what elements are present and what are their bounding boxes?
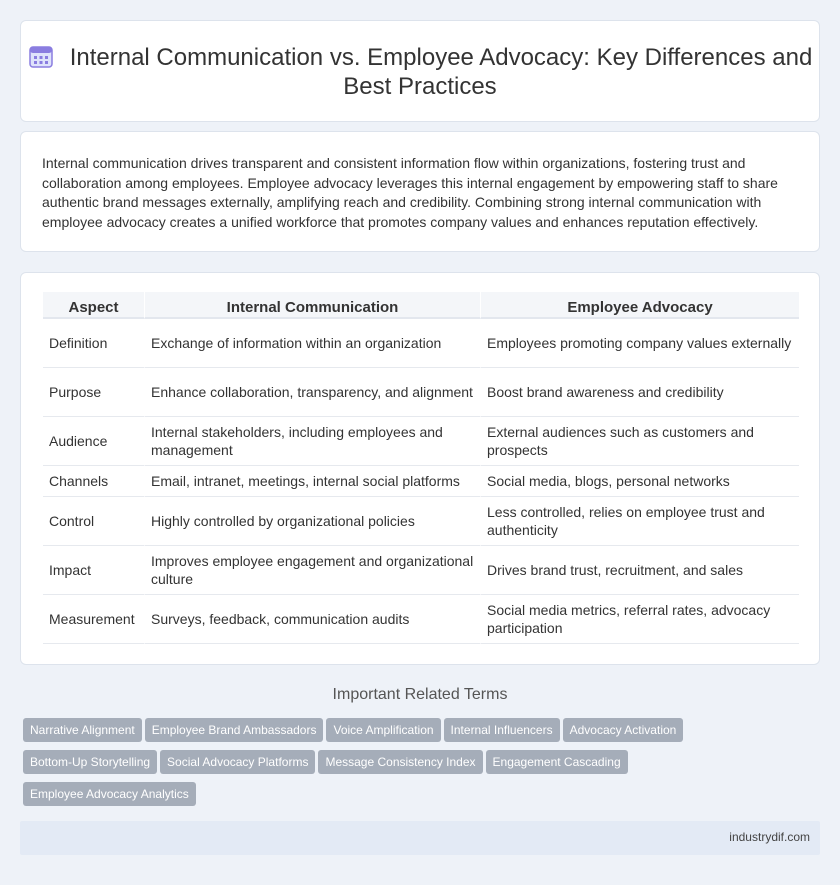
page-title-block <box>21 43 819 101</box>
intro-paragraph: Internal communication drives transparent and consistent information flow within organizations, fostering trust and collaboration among employees. Employee advocacy leverages this internal engagement by empowering staff to share authentic brand messages externally, amplifying reach and credibility. Combining strong internal communication with employee advocacy creates a unified workforce that promotes company values and enhances reputation effectively. <box>42 155 778 230</box>
row-advocacy: External audiences such as customers and prospects <box>480 417 799 466</box>
page-title: Internal Communication vs. Employee Advocacy: Key Differences and Best Practices <box>69 44 813 100</box>
related-terms-title: Important Related Terms <box>332 686 508 703</box>
header-internal-communication: Internal Communication <box>144 292 480 319</box>
table-row <box>43 319 799 368</box>
table-header-row <box>43 292 799 319</box>
related-term-tag[interactable]: Advocacy Activation <box>563 718 684 742</box>
row-aspect: Control <box>43 497 144 546</box>
related-term-tag[interactable]: Employee Advocacy Analytics <box>23 782 196 806</box>
calendar-icon <box>28 43 54 69</box>
comparison-card <box>20 272 820 665</box>
row-advocacy: Boost brand awareness and credibility <box>480 368 799 417</box>
row-aspect: Channels <box>43 466 144 497</box>
table-row <box>43 546 799 595</box>
row-aspect: Purpose <box>43 368 144 417</box>
footer-site-link[interactable]: industrydif.com <box>729 830 810 844</box>
related-term-tag[interactable]: Internal Influencers <box>444 718 560 742</box>
related-terms-list <box>23 718 723 814</box>
header-employee-advocacy: Employee Advocacy <box>480 292 799 319</box>
related-term-tag[interactable]: Bottom-Up Storytelling <box>23 750 157 774</box>
comparison-table <box>43 292 799 644</box>
row-internal: Email, intranet, meetings, internal social platforms <box>144 466 480 497</box>
row-internal: Improves employee engagement and organizational culture <box>144 546 480 595</box>
row-advocacy: Social media, blogs, personal networks <box>480 466 799 497</box>
header-aspect: Aspect <box>43 292 144 319</box>
row-aspect: Impact <box>43 546 144 595</box>
footer-bar <box>20 821 820 855</box>
row-advocacy: Drives brand trust, recruitment, and sales <box>480 546 799 595</box>
row-internal: Surveys, feedback, communication audits <box>144 595 480 644</box>
table-row <box>43 417 799 466</box>
row-advocacy: Less controlled, relies on employee trust and authenticity <box>480 497 799 546</box>
table-row <box>43 595 799 644</box>
title-card <box>20 20 820 122</box>
row-aspect: Definition <box>43 319 144 368</box>
related-term-tag[interactable]: Narrative Alignment <box>23 718 142 742</box>
table-row <box>43 466 799 497</box>
related-term-tag[interactable]: Employee Brand Ambassadors <box>145 718 324 742</box>
row-internal: Enhance collaboration, transparency, and alignment <box>144 368 480 417</box>
row-aspect: Measurement <box>43 595 144 644</box>
row-internal: Exchange of information within an organization <box>144 319 480 368</box>
row-advocacy: Employees promoting company values externally <box>480 319 799 368</box>
intro-card <box>20 131 820 252</box>
row-aspect: Audience <box>43 417 144 466</box>
related-term-tag[interactable]: Engagement Cascading <box>486 750 628 774</box>
row-internal: Internal stakeholders, including employees and management <box>144 417 480 466</box>
table-row <box>43 497 799 546</box>
row-advocacy: Social media metrics, referral rates, advocacy participation <box>480 595 799 644</box>
related-term-tag[interactable]: Voice Amplification <box>326 718 440 742</box>
related-term-tag[interactable]: Message Consistency Index <box>318 750 482 774</box>
related-term-tag[interactable]: Social Advocacy Platforms <box>160 750 315 774</box>
row-internal: Highly controlled by organizational policies <box>144 497 480 546</box>
table-row <box>43 368 799 417</box>
